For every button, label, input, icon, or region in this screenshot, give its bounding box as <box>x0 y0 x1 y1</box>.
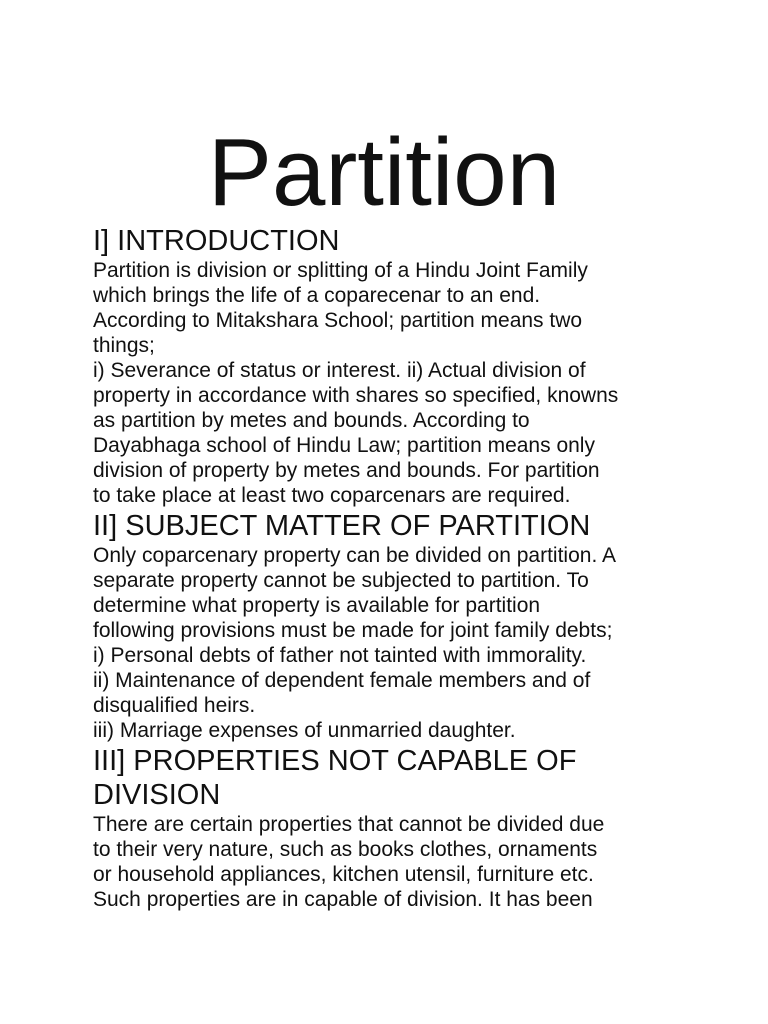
section-heading <box>93 744 733 812</box>
text-line: following provisions must be made for joint family debts; <box>93 619 613 642</box>
text-line: According to Mitakshara School; partition means two <box>93 309 583 332</box>
section-heading <box>93 509 733 543</box>
text-line: things; <box>93 334 155 357</box>
text-line: to their very nature, such as books clothes, ornaments <box>93 838 598 861</box>
text-line: Only coparcenary property can be divided on partition. A <box>93 544 616 567</box>
text-line: separate property cannot be subjected to partition. To <box>93 569 589 592</box>
text-line: which brings the life of a coparecenar to an end. <box>93 284 541 307</box>
text-line: Such properties are in capable of division. It has been <box>93 888 593 911</box>
text-line: Dayabhaga school of Hindu Law; partition means only <box>93 434 595 457</box>
section-heading <box>93 224 733 258</box>
text-line: as partition by metes and bounds. According to <box>93 409 530 432</box>
text-line: There are certain properties that cannot be divided due <box>93 813 605 836</box>
heading-line: III] PROPERTIES NOT CAPABLE OF <box>93 745 577 777</box>
text-line: i) Severance of status or interest. ii) Actual division of <box>93 359 586 382</box>
section-introduction <box>93 224 733 508</box>
section-paragraph <box>93 812 733 912</box>
text-line: disqualified heirs. <box>93 694 256 717</box>
text-line: determine what property is available for partition <box>93 594 541 617</box>
section-paragraph <box>93 258 733 508</box>
text-line: division of property by metes and bounds. For partition <box>93 459 600 482</box>
section-paragraph <box>93 543 733 743</box>
text-line: iii) Marriage expenses of unmarried daughter. <box>93 719 516 742</box>
heading-line: II] SUBJECT MATTER OF PARTITION <box>93 510 591 542</box>
text-line: to take place at least two coparcenars are required. <box>93 484 571 507</box>
text-line: ii) Maintenance of dependent female members and of <box>93 669 591 692</box>
document-title: Partition <box>207 119 561 226</box>
text-line: i) Personal debts of father not tainted with immorality. <box>93 644 587 667</box>
heading-line: I] INTRODUCTION <box>93 225 340 257</box>
document-body <box>93 224 733 912</box>
text-line: or household appliances, kitchen utensil, furniture etc. <box>93 863 594 886</box>
heading-line: DIVISION <box>93 779 221 811</box>
text-line: property in accordance with shares so specified, knowns <box>93 384 619 407</box>
section-properties-not-divisible <box>93 744 733 912</box>
section-subject-matter <box>93 509 733 743</box>
text-line: Partition is division or splitting of a Hindu Joint Family <box>93 259 588 282</box>
